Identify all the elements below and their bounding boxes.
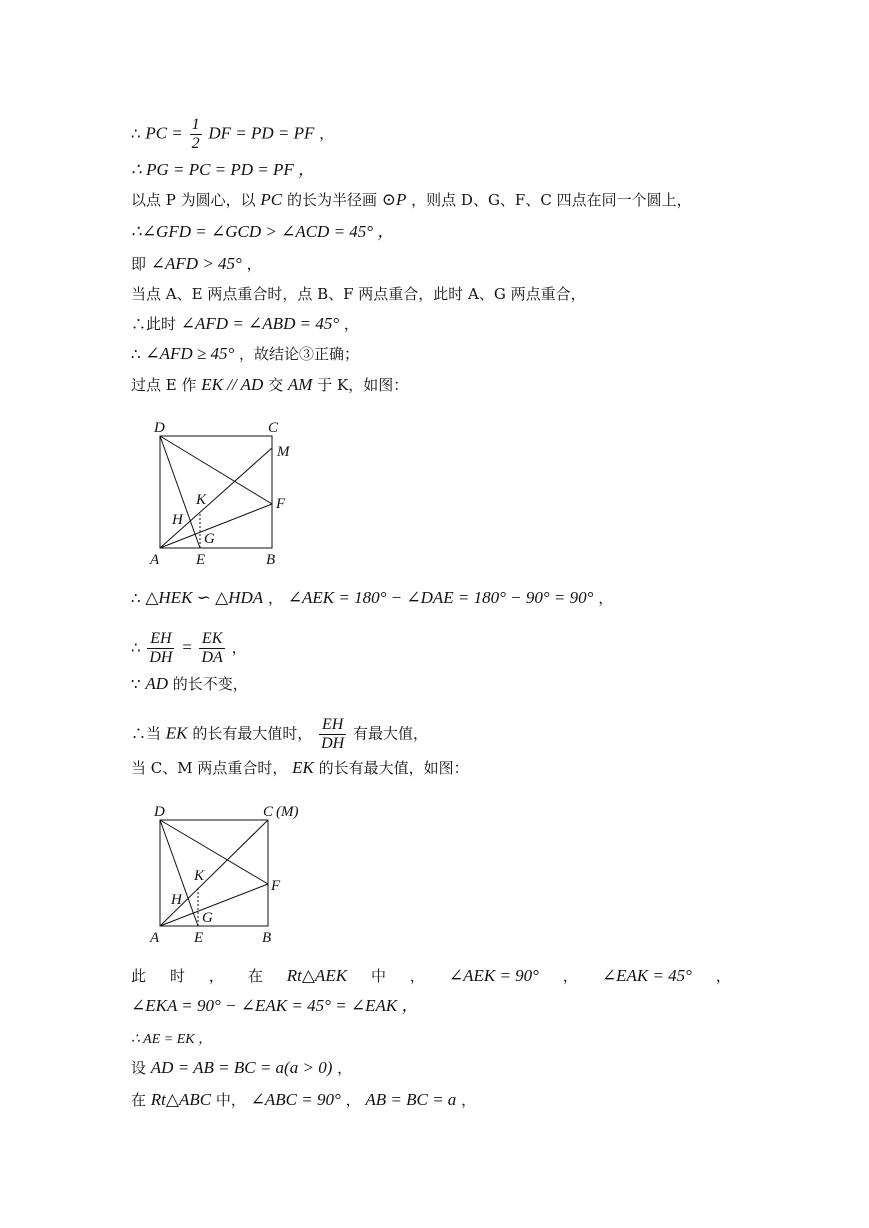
punctuation: ， [461,1091,477,1109]
fraction-denominator: DH [149,649,173,666]
geometry-figure-2 [140,796,330,952]
line-12 [131,674,248,694]
math-expr: ∴ AE = EK ， [131,1032,213,1047]
punctuation: ， [562,967,578,985]
math-expr: ∠AFD = ∠ABD = 45° [180,314,340,333]
line-11 [131,630,247,667]
math-expr: ∠EKA = 90° − ∠EAK = 45° = ∠EAK ， [131,996,419,1015]
punctuation: ， [598,589,614,607]
math-expr: ∠AFD ≥ 45° [145,344,235,363]
line-13 [131,716,428,753]
punctuation: ， [343,315,359,333]
text: ∴此时 [131,315,177,333]
fraction-numerator: EH [147,630,174,649]
line-4 [131,222,394,242]
line-8 [131,344,359,364]
math-expr: ∠AEK = 90° [448,966,539,985]
label-d: D [154,420,165,436]
segment-am [160,448,272,548]
text: 交 [268,376,284,394]
math-expr: DF = PD = PF [208,123,315,143]
text: 的长不变， [172,675,248,693]
punctuation: ， [337,1059,353,1077]
math-expr: EK [292,758,314,777]
label-k: K [196,492,207,508]
label-f: F [276,496,286,512]
math-expr: ∠EAK = 45° [601,966,692,985]
segment-am [160,820,268,926]
label-c: C [268,420,279,436]
fraction-one-half [190,116,202,153]
therefore-symbol: ∴ [131,638,141,657]
text: 当点 A、E 两点重合时，点 B、F 两点重合，此时 A、G 两点重合， [131,285,586,303]
line-5 [131,254,262,274]
text: ∴当 [131,724,162,743]
fraction-denominator: DA [201,649,223,666]
math-expr: △HEK ∽ △HDA [145,588,264,607]
punctuation: ， [267,589,283,607]
line-15 [131,966,731,986]
line-18 [131,1058,352,1078]
geometry-figure-1 [140,412,320,572]
because-symbol: ∵ [131,675,141,693]
math-expr: ∴∠GFD = ∠GCD > ∠ACD = 45° ， [131,222,395,241]
label-c: C [263,804,274,820]
label-e: E [194,930,204,946]
label-g: G [202,910,213,926]
line-19 [131,1090,476,1110]
math-expr: ∠AEK = 180° − ∠DAE = 180° − 90° = 90° [287,588,594,607]
text: 过点 E 作 [131,376,197,394]
text: 当 C、M 两点重合时， [131,759,288,777]
math-expr: AD = AB = BC = a(a > 0) [150,1058,333,1077]
equals-sign: = [181,637,193,657]
line-17 [131,1028,212,1050]
text: 于 K，如图： [317,376,409,394]
segment-de [160,820,198,926]
text: 的长为半径画 [286,191,377,209]
math-expr: AM [287,375,313,394]
math-expr: EK [165,723,188,743]
label-h: H [171,892,182,908]
text: 在 [131,1091,147,1109]
label-m: (M) [276,804,299,820]
label-a: A [150,930,160,946]
math-expr: EK // AD [201,375,264,394]
line-9 [131,375,408,395]
fraction-ek-da [199,630,224,667]
math-expr: ∠ABC = 90° [250,1090,341,1109]
fraction-eh-dh [319,716,346,753]
label-f: F [271,878,281,894]
label-e: E [196,552,206,568]
text: ，则点 D、G、F、C 四点在同一个圆上， [411,191,692,209]
text: 此 [131,967,147,985]
line-7 [131,314,359,334]
segment-df [160,436,272,504]
label-b: B [266,552,276,568]
line-1 [131,116,334,153]
line-6 [131,284,586,304]
fraction-denominator: 2 [191,135,200,152]
fraction-numerator: EH [319,716,346,735]
text: 有最大值， [353,724,429,743]
line-16 [131,996,418,1016]
text: 设 [131,1059,147,1077]
line-14 [131,758,469,778]
label-k: K [194,868,205,884]
label-a: A [150,552,160,568]
line-3 [131,190,692,210]
punctuation: ， [715,967,731,985]
therefore-symbol: ∴ [131,124,141,143]
label-g: G [204,531,215,547]
text: 以点 P 为圆心，以 [131,191,256,209]
fraction-eh-dh [147,630,174,667]
punctuation: ， [208,967,224,985]
punctuation: ， [345,1091,361,1109]
math-expr: AB = BC = a [365,1090,457,1109]
label-h: H [172,512,183,528]
fraction-numerator: 1 [191,116,200,133]
punctuation: ， [409,967,425,985]
math-expr: Rt△AEK [286,966,348,985]
label-b: B [262,930,272,946]
math-expr: AD [145,674,168,693]
text: 的长有最大值时， [192,724,313,743]
text: ，故结论③正确； [239,345,360,363]
text: 即 [131,255,147,273]
therefore-symbol: ∴ [131,345,141,363]
segment-df [160,820,268,884]
therefore-symbol: ∴ [131,589,141,607]
punctuation: ， [246,255,262,273]
math-expr: PC = [145,123,183,143]
label-d: D [154,804,165,820]
text: 的长有最大值，如图： [318,759,469,777]
math-expr: ⊙P [381,190,407,209]
text: 时 [169,967,185,985]
text: 在 [247,967,263,985]
label-m: M [277,444,290,460]
text: 中， [215,1091,246,1109]
line-2 [131,160,315,180]
math-expr: ∴ PG = PC = PD = PF ， [131,160,316,179]
math-expr: PC [260,190,283,209]
square-abcd [160,436,272,548]
punctuation: ， [231,638,247,657]
fraction-denominator: DH [321,735,345,752]
text: 中 [370,967,386,985]
punctuation: ， [319,124,335,143]
math-expr: Rt△ABC [150,1090,212,1109]
segment-de [160,436,200,548]
fraction-numerator: EK [199,630,224,649]
math-expr: ∠AFD > 45° [150,254,242,273]
line-10 [131,588,613,608]
